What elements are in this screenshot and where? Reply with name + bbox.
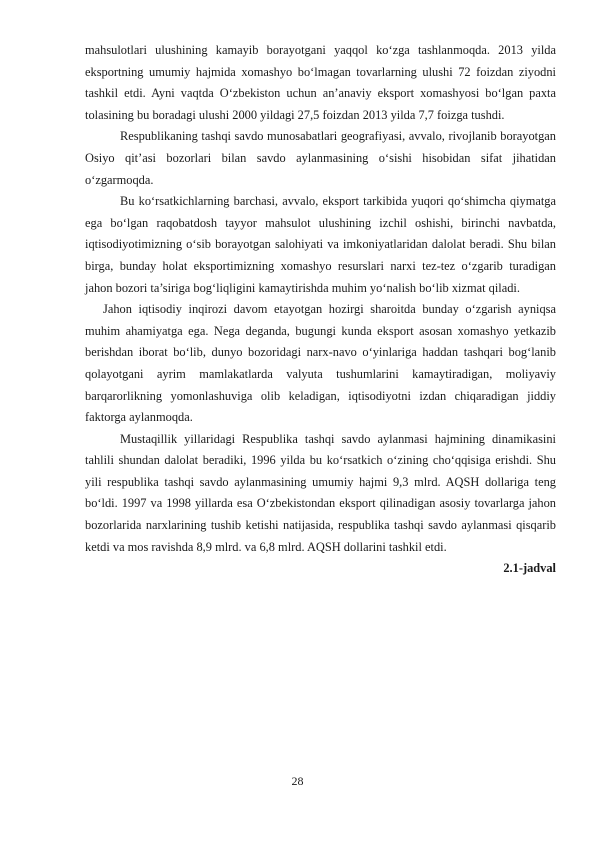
table-label: 2.1-jadval <box>503 561 556 576</box>
page-number: 28 <box>291 774 304 788</box>
document-body <box>85 40 556 580</box>
paragraph-1: mahsulotlari ulushining kamayib borayotgani yaqqol ko‘zga tashlanmoqda. 2013 yilda eksportning umumiy hajmida xomashyo bo‘lmagan tovarlarning ulushi 72 foizdan ziyodni tashkil etdi. Ayni vaqtda O‘zbekiston uchun an’anaviy eksport xomashyosi bo‘lgan paxta tolasining bu boradagi ulushi 2000 yildagi 27,5 foizdan 2013 yilda 7,7 foizga tushdi. <box>85 43 556 122</box>
paragraph-2: Respublikaning tashqi savdo munosabatlari geografiyasi, avvalo, rivojlanib borayotgan Osiyo qit’asi bozorlari bilan savdo aylanmasining o‘sishi hisobidan sifat jihatidan o‘zgarmoqda. <box>85 129 556 187</box>
paragraph-3: Bu ko‘rsatkichlarning barchasi, avvalo, eksport tarkibida yuqori qo‘shimcha qiymatga ega bo‘lgan raqobatdosh tayyor mahsulot ulushining izchil oshishi, birinchi navbatda, iqtisodiyotimizning o‘sib borayotgan salohiyati va imkoniyatlaridan dalolat beradi. Shu bilan birga, bunday holat eksportimizning xomashyo resurslari narxi tez-tez o‘zgarib turadigan jahon bozori ta’siriga bog‘liqligini kamaytirishda muhim yo‘nalish bo‘lib xizmat qiladi. <box>85 194 556 295</box>
paragraph-4: Jahon iqtisodiy inqirozi davom etayotgan hozirgi sharoitda bunday o‘zgarish ayniqsa muhim ahamiyatga ega. Nega deganda, bugungi kunda eksport asosan xomashyo yetkazib berishdan iborat bo‘lib, dunyo bozoridagi narx-navo o‘yinlariga haddan tashqari bog‘lanib qolayotgani ayrim mamlakatlarda valyuta tushumlarini kamaytiradigan, moliyaviy barqarorlikning yomonlashuviga olib keladigan, iqtisodiyotni izdan chiqaradigan jiddiy faktorga aylanmoqda. <box>85 302 556 425</box>
paragraph-5: Mustaqillik yillaridagi Respublika tashqi savdo aylanmasi hajmining dinamikasini tahlili shundan dalolat beradiki, 1996 yilda bu ko‘rsatkich o‘zining cho‘qqisiga erishdi. Shu yili respublika tashqi savdo aylanmasining umumiy hajmi 9,3 mlrd. AQSH dollariga teng bo‘ldi. 1997 va 1998 yillarda esa O‘zbekistondan eksport qilinadigan asosiy tovarlarga jahon bozorlarida narxlarining tushib ketishi natijasida, respublika tashqi savdo aylanmasi qisqarib ketdi va mos ravishda 8,9 mlrd. va 6,8 mlrd. AQSH dollarini tashkil etdi. <box>85 431 556 554</box>
